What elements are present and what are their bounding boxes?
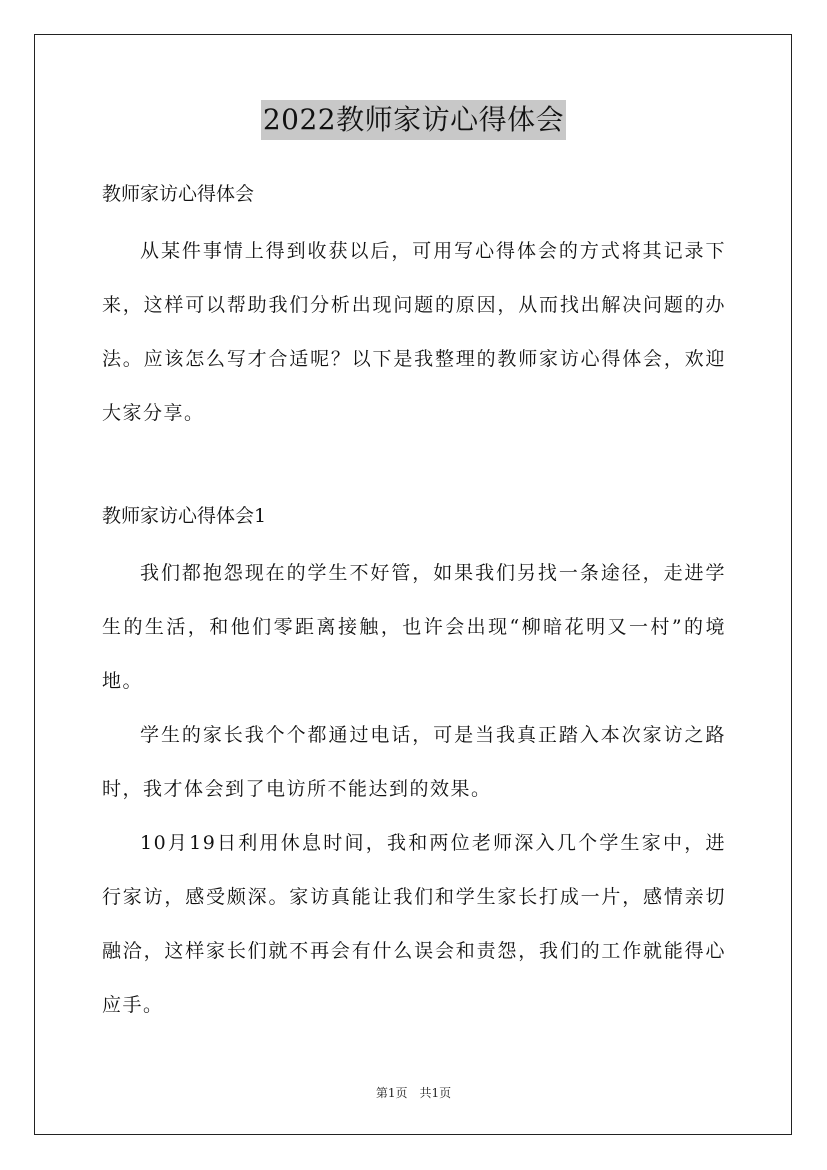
page-number-total: 共1页 xyxy=(419,1086,452,1100)
subtitle-heading: 教师家访心得体会 xyxy=(102,183,255,205)
section-heading: 教师家访心得体会1 xyxy=(102,505,267,527)
page-footer xyxy=(0,1084,827,1101)
document-title: 2022教师家访心得体会 xyxy=(261,100,566,140)
page-number-current: 第1页 xyxy=(375,1086,408,1100)
intro-paragraph: 从某件事情上得到收获以后，可用写心得体会的方式将其记录下来，这样可以帮助我们分析出现问题的原因，从而找出解决问题的办法。应该怎么写才合适呢？以下是我整理的教师家访心得体会，欢迎大家分享。 xyxy=(102,240,726,424)
title-container xyxy=(0,100,827,140)
body-paragraph: 我们都抱怨现在的学生不好管，如果我们另找一条途径，走进学生的生活，和他们零距离接触，也许会出现“柳暗花明又一村”的境地。 xyxy=(102,562,726,692)
body-paragraph: 学生的家长我个个都通过电话，可是当我真正踏入本次家访之路时，我才体会到了电访所不能达到的效果。 xyxy=(102,724,726,800)
body-paragraph: 10月19日利用休息时间，我和两位老师深入几个学生家中，进行家访，感受颇深。家访真能让我们和学生家长打成一片，感情亲切融洽，这样家长们就不再会有什么误会和责怨，我们的工作就能得心应手。 xyxy=(102,832,726,1016)
document-body xyxy=(102,170,726,1032)
